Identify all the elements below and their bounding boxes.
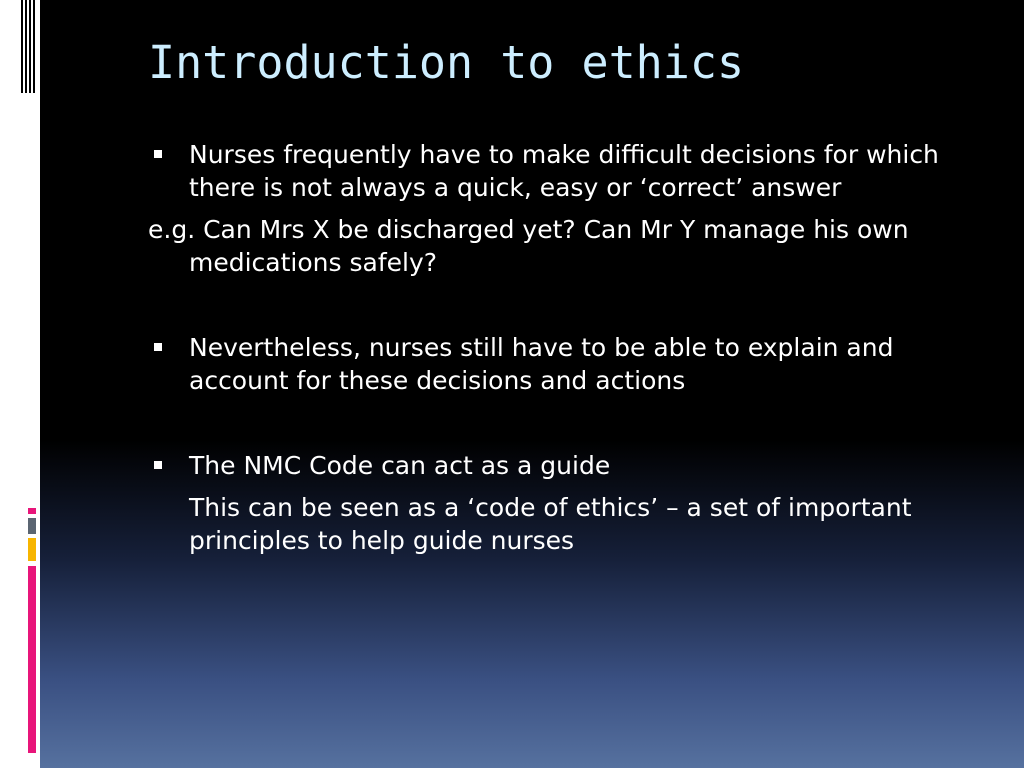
bullet-text: The NMC Code can act as a guide: [189, 451, 611, 480]
yellow-accent-bar: [28, 538, 36, 561]
square-bullet-icon: [154, 343, 162, 351]
square-bullet-icon: [154, 150, 162, 158]
bullet-text: Nurses frequently have to make difficult decisions for which there is not always a quick, easy or ‘correct’ answer: [189, 140, 939, 202]
example-text: e.g. Can Mrs X be discharged yet? Can Mr Y manage his own medications safely?: [148, 215, 909, 277]
gray-accent-bar: [28, 518, 36, 534]
bullet-item: [148, 138, 998, 204]
bullet-item: [148, 331, 998, 397]
sub-text: This can be seen as a ‘code of ethics’ – a set of important principles to help guide nurses: [189, 493, 912, 555]
pink-accent-bar-small: [28, 508, 36, 514]
bullet-item: [148, 449, 998, 482]
bullet-text: Nevertheless, nurses still have to be able to explain and account for these decisions and actions: [189, 333, 894, 395]
vertical-lines-decoration: [21, 0, 36, 93]
square-bullet-icon: [154, 461, 162, 469]
pink-accent-bar-tall: [28, 566, 36, 753]
slide-content: [148, 138, 998, 557]
slide-title: Introduction to ethics: [148, 36, 745, 89]
